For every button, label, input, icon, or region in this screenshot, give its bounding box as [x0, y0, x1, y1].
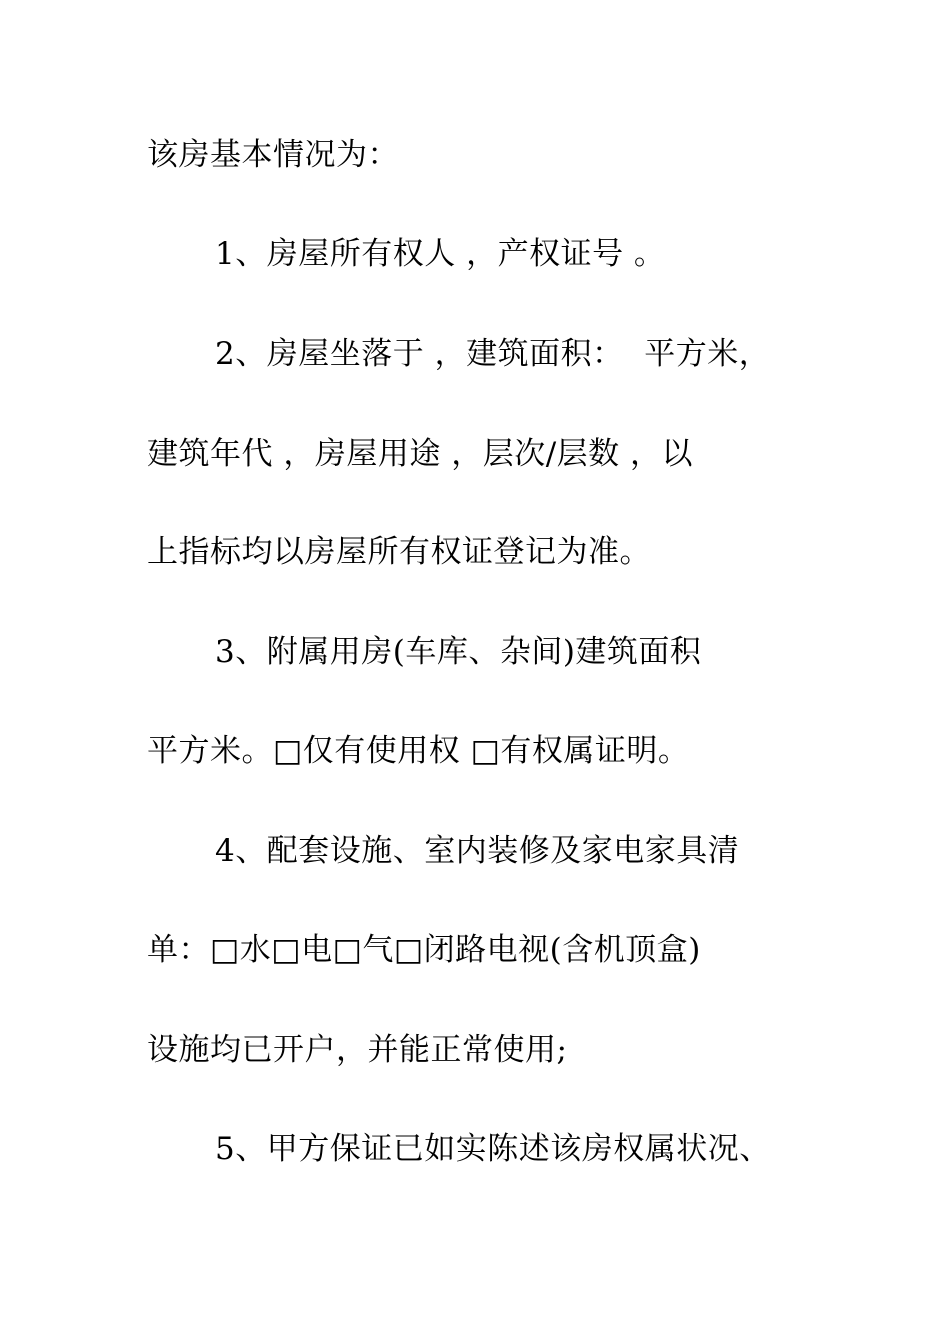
item-2-location-line: 2、房屋坐落于 ，建筑面积： 平方米， — [215, 336, 771, 372]
item-4-facilities-line: 4、配套设施、室内装修及家电家具清 — [215, 833, 740, 869]
item-3-rights-line: 平方米。□仅有使用权 □有权属证明。 — [147, 733, 690, 769]
item-1-owner-line: 1、房屋所有权人 ，产权证号 。 — [215, 236, 666, 272]
item-2-basis-line: 上指标均以房屋所有权证登记为准。 — [147, 534, 651, 570]
item-3-ancillary-line: 3、附属用房(车库、杂间)建筑面积 — [215, 634, 702, 670]
item-5-guarantee-line: 5、甲方保证已如实陈述该房权属状况、 — [215, 1131, 771, 1167]
item-4-utilities-line: 单：□水□电□气□闭路电视(含机顶盒) — [147, 932, 701, 968]
item-4-status-line: 设施均已开户，并能正常使用; — [147, 1032, 568, 1068]
intro-line: 该房基本情况为： — [147, 137, 399, 173]
item-2-details-line: 建筑年代 ，房屋用途 ，层次/层数 ，以 — [147, 436, 694, 472]
